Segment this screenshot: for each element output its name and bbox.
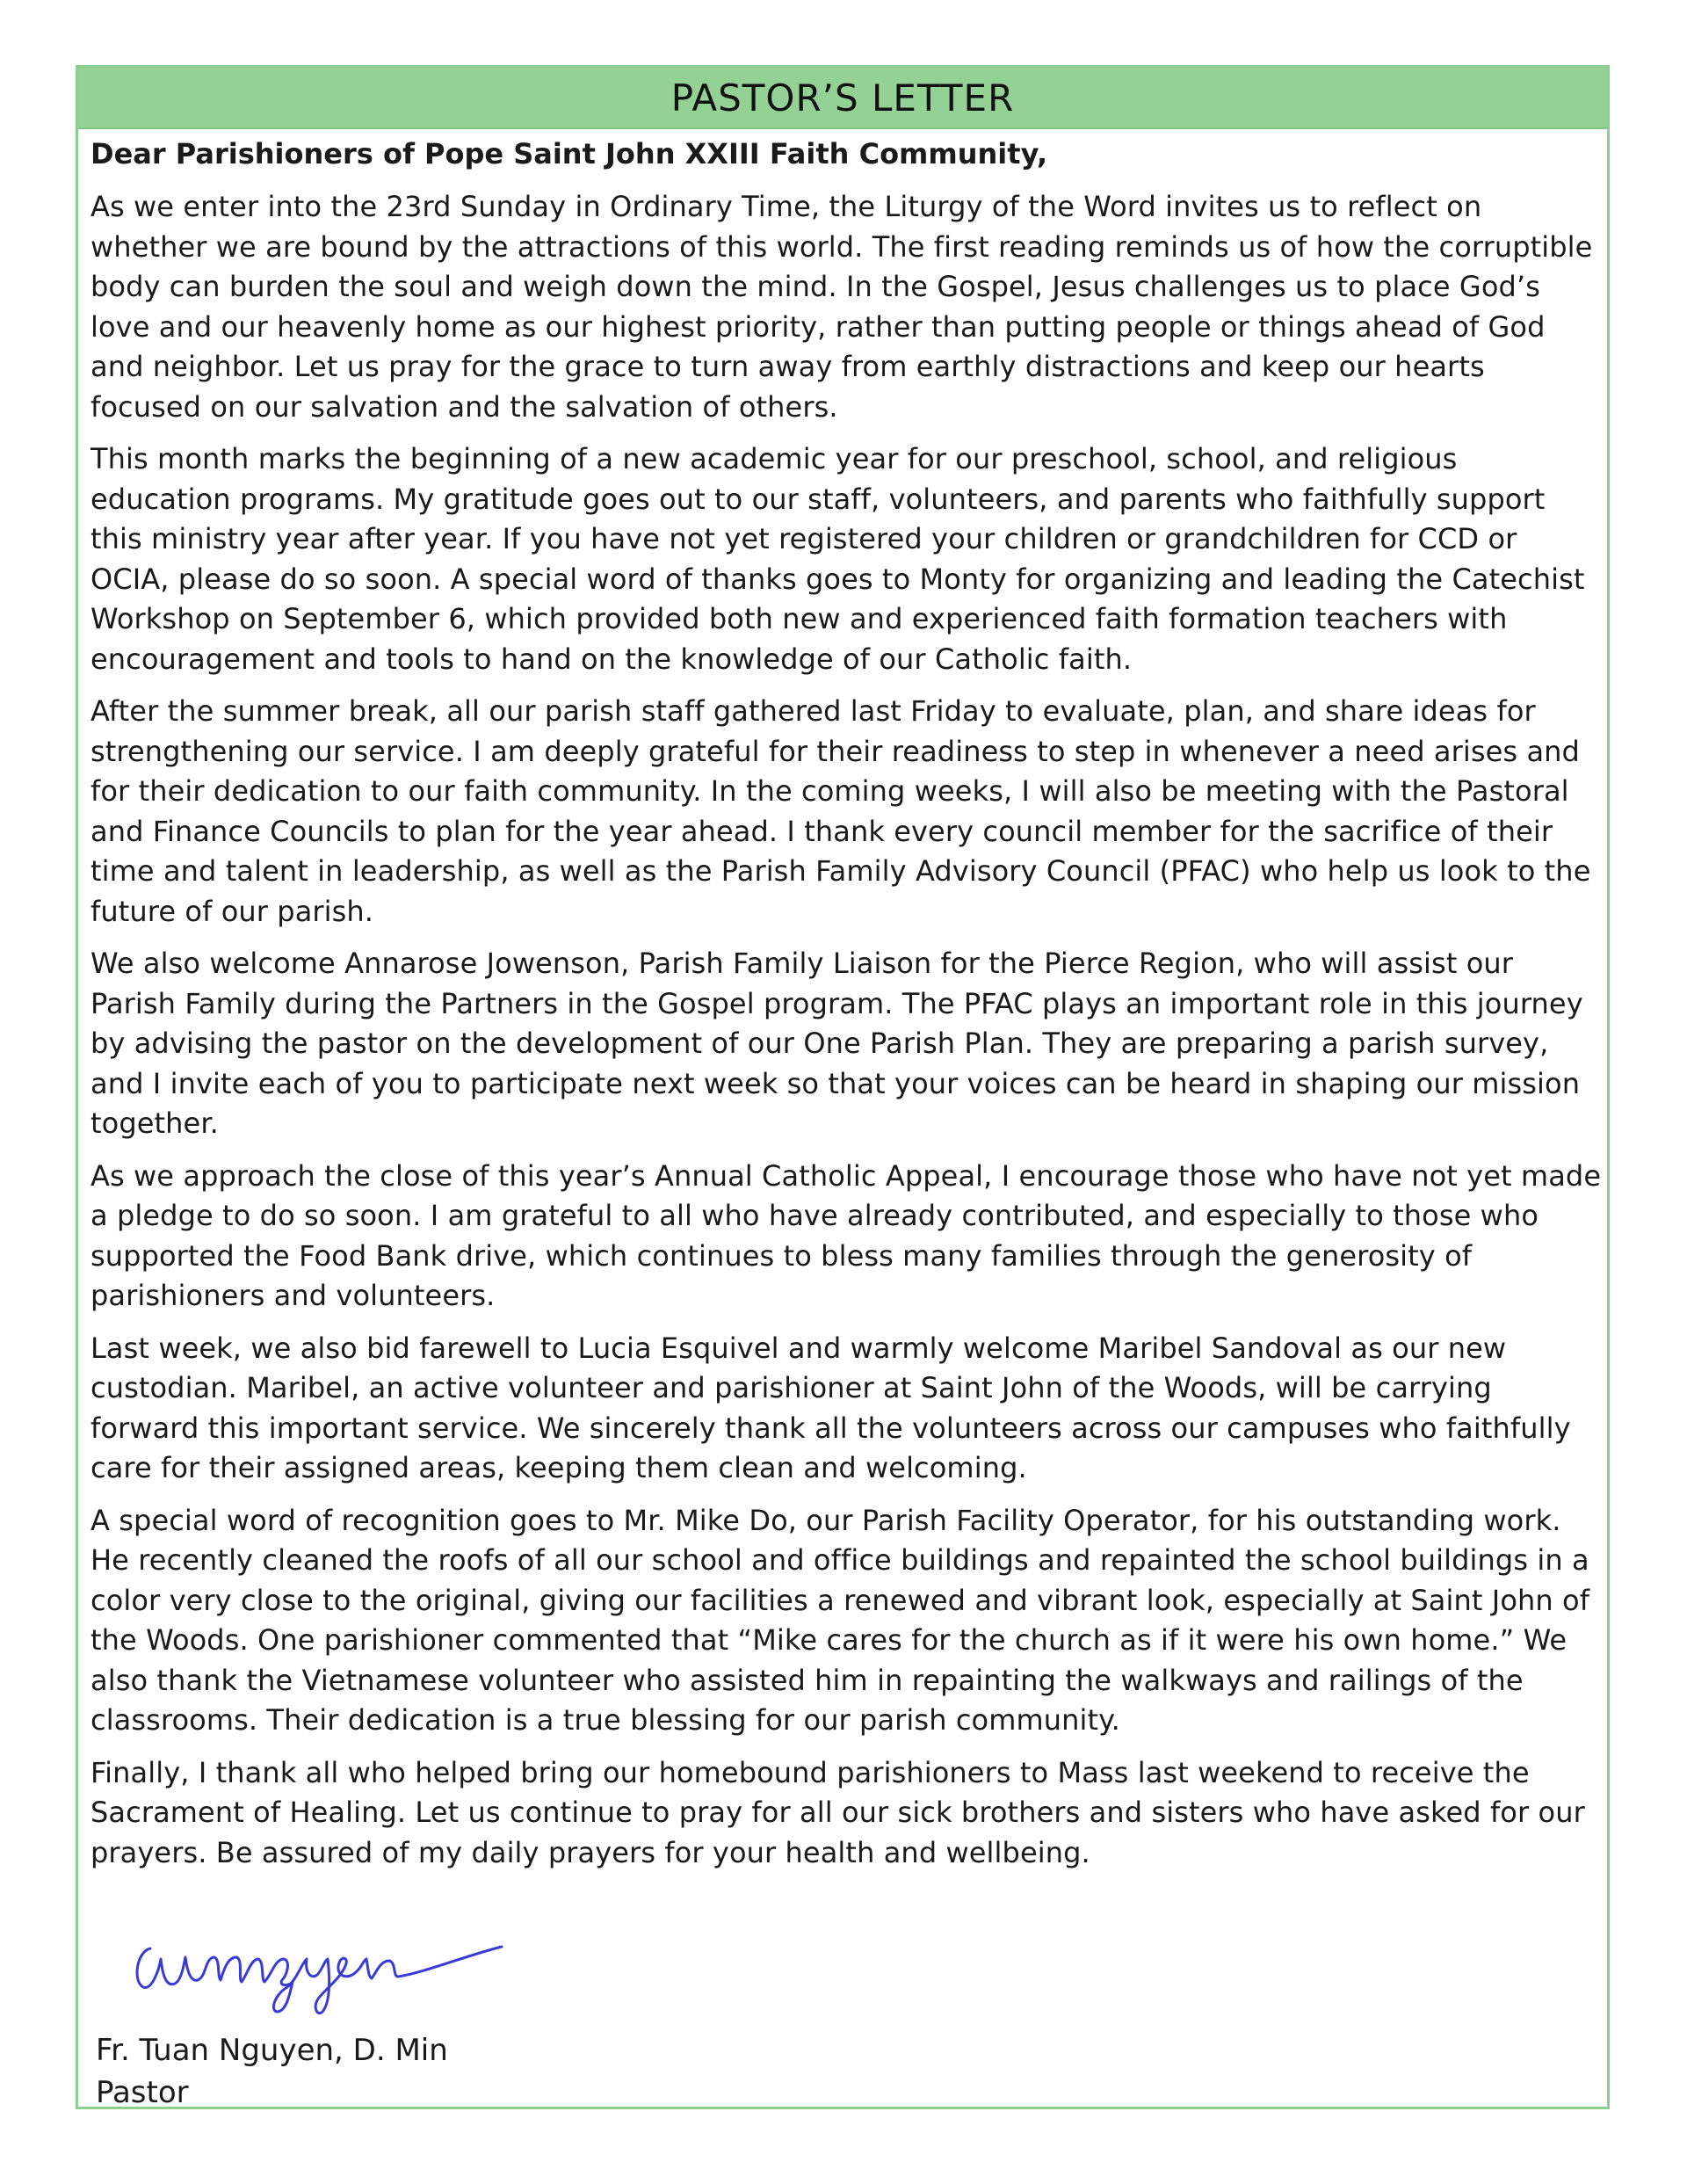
paragraph-3: After the summer break, all our parish staff gathered last Friday to evaluate, plan, and share ideas for strengthening our service. I am deeply grateful for their readiness to step in whenever a need arises and for their dedication to our faith community. In the coming weeks, I will also be meeting with the Pastoral and Finance Councils to plan for the year ahead. I thank every council member for the sacrifice of their time and talent in leadership, as well as the Parish Family Advisory Council (PFAC) who help us look to the future of our parish. <box>91 694 1591 928</box>
paragraph-7: A special word of recognition goes to Mr. Mike Do, our Parish Facility Operator, for his outstanding work. He recently cleaned the roofs of all our school and office buildings and repainted the school buildings in a color very close to the original, giving our facilities a renewed and vibrant look, especially at Saint John of the Woods. One parishioner commented that “Mike cares for the church as if it were his own home.” We also thank the Vietnamese volunteer who assisted him in repainting the walkways and railings of the classrooms. Their dedication is a true blessing for our parish community. <box>91 1503 1590 1737</box>
paragraph-6: Last week, we also bid farewell to Lucia Esquivel and warmly welcome Maribel Sandoval as our new custodian. Maribel, an active volunteer and parishioner at Saint John of the Woods, will be carrying forward this important service. We sincerely thank all the volunteers across our campuses who faithfully care for their assigned areas, keeping them clean and welcoming. <box>91 1331 1571 1484</box>
letter-frame <box>76 65 1610 2109</box>
sign-off <box>96 2029 448 2114</box>
pastor-name: Fr. Tuan Nguyen, D. Min <box>96 2033 448 2068</box>
paragraph-5: As we approach the close of this year’s Annual Catholic Appeal, I encourage those who have not yet made a pledge to do so soon. I am grateful to all who have already contributed, and especially to those who supported the Food Bank drive, which continues to bless many families through the generosity of parishioners and volunteers. <box>91 1158 1602 1312</box>
pastor-role: Pastor <box>96 2075 189 2110</box>
paragraph-1: As we enter into the 23rd Sunday in Ordinary Time, the Liturgy of the Word invites us to reflect on whether we are bound by the attractions of this world. The first reading reminds us of how the corruptible body can burden the soul and weigh down the mind. In the Gospel, Jesus challenges us to place God’s love and our heavenly home as our highest priority, rather than putting people or things ahead of God and neighbor. Let us pray for the grace to turn away from earthly distractions and keep our hearts focused on our salvation and the salvation of others. <box>91 190 1593 424</box>
header-bar <box>78 68 1607 129</box>
paragraph-2: This month marks the beginning of a new academic year for our preschool, school, and religious education programs. My gratitude goes out to our staff, volunteers, and parents who faithfully support this ministry year after year. If you have not yet registered your children or grandchildren for CCD or OCIA, please do so soon. A special word of thanks goes to Monty for organizing and leading the Catechist Workshop on September 6, which provided both new and experienced faith formation teachers with encouragement and tools to hand on the knowledge of our Catholic faith. <box>91 442 1585 676</box>
page-title: PASTOR’S LETTER <box>670 76 1015 120</box>
paragraph-4: We also welcome Annarose Jowenson, Parish Family Liaison for the Pierce Region, who will assist our Parish Family during the Partners in the Gospel program. The PFAC plays an important role in this journey by advising the pastor on the development of our One Parish Plan. They are preparing a parish survey, and I invite each of you to participate next week so that your voices can be heard in shaping our mission together. <box>91 947 1583 1140</box>
handwritten-signature <box>124 1913 528 2019</box>
letter-body <box>91 136 1602 1885</box>
paragraph-8: Finally, I thank all who helped bring our homebound parishioners to Mass last weekend to receive the Sacrament of Healing. Let us continue to pray for all our sick brothers and sisters who have asked for our prayers. Be assured of my daily prayers for your health and wellbeing. <box>91 1755 1585 1869</box>
salutation: Dear Parishioners of Pope Saint John XXIII Faith Community, <box>91 137 1048 171</box>
